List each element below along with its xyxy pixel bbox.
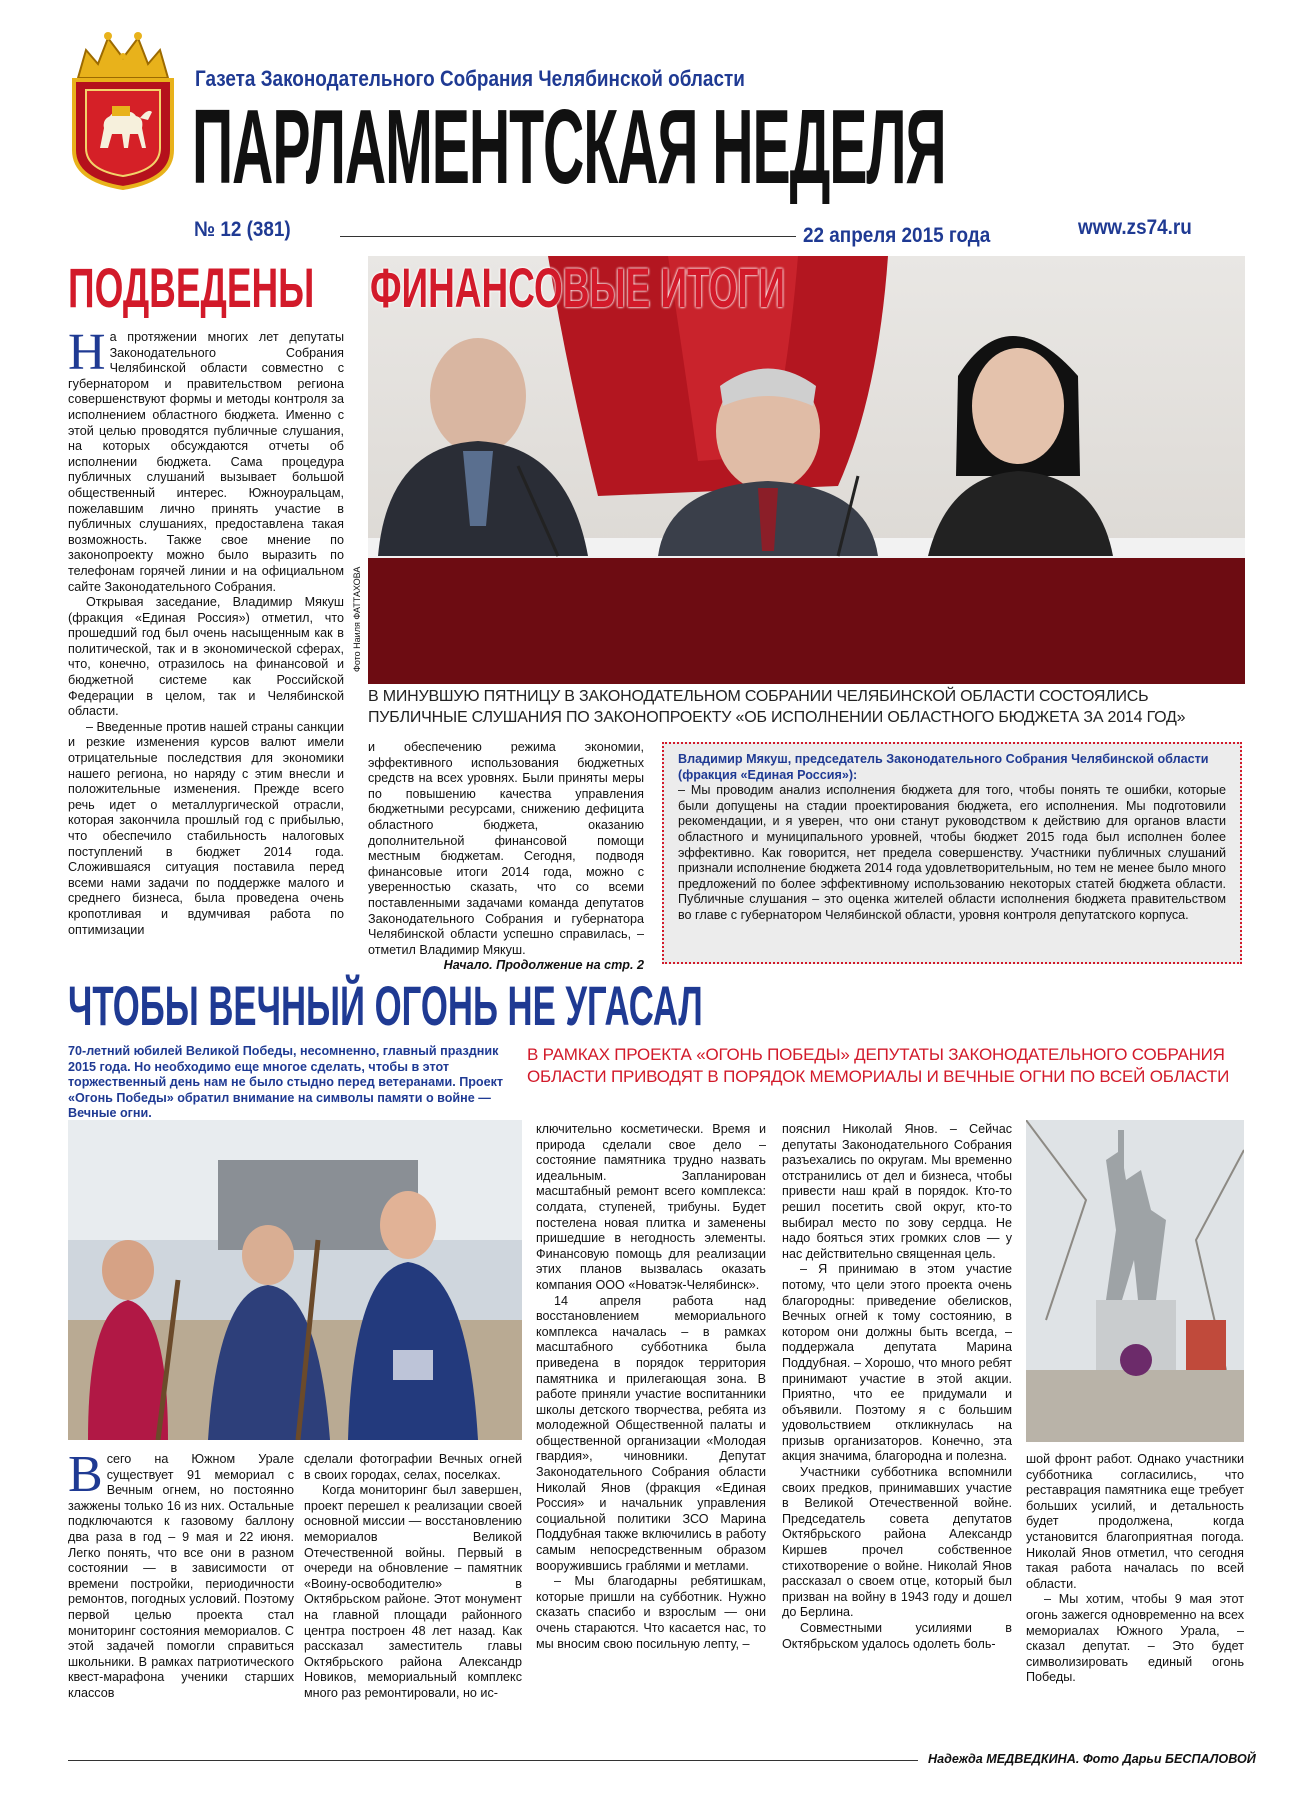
article1-continued: Начало. Продолжение на стр. 2 [443, 958, 644, 973]
article2-column-1 [68, 1446, 294, 1702]
article1-column-1 [68, 324, 344, 938]
coat-of-arms-logo [68, 20, 178, 190]
article2-photo-monument [1026, 1120, 1244, 1442]
article2-paragraph: 14 апреля работа над восстановлением мемориального комплекса началась – в рамках масштабного субботника была приведена в порядок территория памятника и прилегающая зона. В работе приняли участие воспитанники школы детского творчества, ребята из молодежной Общественной палаты и общественной организации «Молодая гвардия», чиновники. Депутат Законодательного Собрания области Николай Янов (фракция «Единая Россия» и начальник управления социальной политики ЗСО Марина Поддубная также включились в работу самым непосредственным образом вооружившись граблями и метлами. [536, 1293, 766, 1573]
article1-photo-caption: В МИНУВШУЮ ПЯТНИЦУ В ЗАКОНОДАТЕЛЬНОМ СОБРАНИИ ЧЕЛЯБИНСКОЙ ОБЛАСТИ СОСТОЯЛИСЬ ПУБЛИЧНЫЕ СЛУШАНИЯ ПО ЗАКОНОПРОЕКТУ «ОБ ИСПОЛНЕНИИ ОБЛАСТНОГО БЮДЖЕТА ЗА 2014 ГОД» [368, 688, 1186, 726]
article1-headline-red: ПОДВЕДЕНЫ [68, 256, 315, 319]
article2-paragraph: сего на Южном Урале существует 91 мемориал с Вечным огнем, но постоянно зажжены только 16 из них. Остальные подключаются к газовому баллону два раза в год – 9 мая и 22 июня. Легко понять, что все они в разном состоянии — в зависимости от времени постройки, периодичности ремонтов, погодных условий. Поэтому первой целью проекта стал мониторинг состояния мемориалов. С этой задачей помогли справиться школьники. В рамках патриотического квест-марафона ученики старших классов [68, 1452, 294, 1700]
byline-rule [68, 1760, 918, 1761]
photo-credit: Фото Наиля ФАТТАХОВА [352, 566, 362, 672]
article2-headline: ЧТОБЫ ВЕЧНЫЙ ОГОНЬ НЕ УГАСАЛ [68, 974, 703, 1037]
article2-column-5 [1026, 1452, 1244, 1686]
article1-column-2 [368, 740, 644, 974]
article2-paragraph: – Мы благодарны ребятишкам, которые пришли на субботник. Нужно сказать спасибо и взрослым — они очень стараются. Что касается нас, то мы вносим свою посильную лепту, – [536, 1574, 766, 1651]
issue-date: 22 апреля 2015 года [803, 224, 991, 247]
article1-paragraph: – Введенные против нашей страны санкции и резкие изменения курсов валют имели отрицательные последствия для экономики нашего региона, но наряду с этим внесли и положительные изменения. Прежде всего речь идет о металлургической отрасли, которая закончила прошлый год с прибылью, что обеспечило стабильность налоговых поступлений в бюджет 2014 года. Сложившаяся ситуация поставила перед всеми нами задачи по поддержке малого и среднего бизнеса, была проведена очень кропотливая и вдумчивая работа по оптимизации [68, 719, 344, 937]
article2-paragraph: Когда мониторинг был завершен, проект перешел к реализации своей основной миссии — восстановлению мемориалов Великой Отечественной войны. Первый в очереди на обновление – памятник «Воину-освободителю» в Октябрьском районе. Этот монумент на главной площади районного центра построен 48 лет назад. Как рассказал заместитель главы Октябрьского района Александр Новиков, мемориальный комплекс много раз ремонтировали, но ис- [304, 1483, 522, 1700]
article2-paragraph: Участники субботника вспомнили своих предков, принимавших участие в Великой Отечественной войне. Председатель совета депутатов Октябрьского района Александр Киршев прочел собственное стихотворение о войне. Николай Янов рассказал о своем отце, который был призван на войну в 1943 году и дошел до Берлина. [782, 1465, 1012, 1620]
quote-box [662, 742, 1242, 964]
article1-headline-white: ФИНАНСОВЫЕ ИТОГИ [370, 256, 785, 319]
article2-column-4 [782, 1122, 1012, 1652]
article2-photo-volunteers [68, 1120, 522, 1440]
article2-paragraph: – Мы хотим, чтобы 9 мая этот огонь зажегся одновременно на всех мемориалах Южного Урала, – сказал депутат. – Это будет символизировать единый огонь Победы. [1026, 1592, 1244, 1685]
article2-byline: Надежда МЕДВЕДКИНА. Фото Дарьи БЕСПАЛОВОЙ [928, 1752, 1256, 1766]
newspaper-subtitle: Газета Законодательного Собрания Челябинской области [195, 66, 745, 91]
article2-caption: В РАМКАХ ПРОЕКТА «ОГОНЬ ПОБЕДЫ» ДЕПУТАТЫ ЗАКОНОДАТЕЛЬНОГО СОБРАНИЯ ОБЛАСТИ ПРИВОДЯТ В ПОРЯДОК МЕМОРИАЛЫ И ВЕЧНЫЕ ОГНИ ПО ВСЕЙ ОБЛАСТИ [527, 1045, 1230, 1086]
article2-paragraph: сделали фотографии Вечных огней в своих городах, селах, поселках. [304, 1452, 522, 1482]
article2-paragraph: пояснил Николай Янов. – Сейчас депутаты Законодательного Собрания разъехались по округам. Мы временно отстранились от дел и бизнеса, чтобы привести наш край в порядок. Кто-то решил посетить свой округ, кто-то выбирал место по зову сердца. Не надо бояться этих громких слов — у нас действительно священная цель. [782, 1122, 1012, 1261]
article1-photo [368, 256, 1245, 684]
dropcap: Н [68, 324, 106, 381]
website-link[interactable]: www.zs74.ru [1078, 216, 1192, 239]
quote-text: – Мы проводим анализ исполнения бюджета для того, чтобы понять те ошибки, которые были допущены на стадии проектирования бюджета, его исполнения. Мы подготовили рекомендации, и я уверен, что они станут руководством к действию для органов власти областного и муниципального уровней, чтобы бюджет 2015 года был исполнен более эффективно. Как говорится, нет предела совершенству. Участники публичных слушаний признали исполнение бюджета 2014 года удовлетворительным, но тем не менее было много предложений по более эффективному использованию некоторых статей бюджета области. Публичные слушания – это оценка жителей области исполнения бюджета правительством во главе с губернатором Челябинской области, уровня контроля депутатского корпуса. [678, 783, 1226, 922]
article2-paragraph: ключительно косметически. Время и природа сделали свое дело – состояние памятника трудно назвать идеальным. Запланирован масштабный ремонт всего комплекса: солдата, ступеней, трибуны. Будет постелена новая плитка и заменены пришедшие в негодность элементы. Финансовую помощь для реализации этих планов вызвалась оказать компания ООО «Новатэк-Челябинск». [536, 1122, 766, 1292]
article2-paragraph: Совместными усилиями в Октябрьском удалось одолеть боль- [782, 1621, 1012, 1651]
article2-column-3 [536, 1122, 766, 1652]
article1-paragraph: и обеспечению режима экономии, эффективного использования бюджетных средств на всех уровнях. Были приняты меры по повышению качества управления бюджетными ресурсами, снижению дефицита областного бюджета, оказанию дополнительной финансовой помощи местным бюджетам. Сегодня, подводя финансовые итоги 2014 года, можно с уверенностью сказать, что со всеми поставленными задачами команда депутатов Законодательного Собрания и губернатора Челябинской области успешно справилась, – отметил Владимир Мякуш. [368, 740, 644, 957]
quote-author: Владимир Мякуш, председатель Законодательного Собрания Челябинской области (фракция «Единая Россия»): [678, 752, 1209, 782]
article1-paragraph: а протяжении многих лет депутаты Законодательного Собрания Челябинской области совместно с губернатором и правительством региона совершенствуют формы и методы контроля за исполнением областного бюджета. Именно с этой целью проводятся публичные слушания, на которых обсуждаются отчеты об исполнении бюджета. Сама процедура публичных слушаний вызывает большой общественный интерес. Южноуральцам, пожелавшим лично принять участие в публичных слушаниях, предоставлена такая возможность. Также свое мнение по законопроекту можно было выразить по телефонам горячей линии и на официальном сайте Законодательного Собрания. [68, 330, 344, 594]
masthead-rule [340, 236, 796, 237]
dropcap: В [68, 1446, 103, 1503]
article2-column-2 [304, 1452, 522, 1702]
newspaper-title: ПАРЛАМЕНТСКАЯ НЕДЕЛЯ [192, 88, 946, 206]
article2-paragraph: шой фронт работ. Однако участники субботника согласились, что реставрация памятника еще требует больших усилий, и детальность будет продолжена, когда установится благоприятная погода. Николай Янов отметил, что сегодня такая работа началась по всей области. [1026, 1452, 1244, 1591]
issue-number: № 12 (381) [194, 218, 291, 241]
article2-paragraph: – Я принимаю в этом участие потому, что цели этого проекта очень благородны: приведение обелисков, Вечных огней к тому состоянию, в котором они должны быть всегда, – поддержала депутата Марина Поддубная. – Хорошо, что много ребят принимают участие в этой акции. Приятно, что ее придумали и объявили. Поэтому я с большим удовольствием откликнулась на призыв организаторов. Конечно, эта акция значима, благородна и полезна. [782, 1262, 1012, 1464]
article2-lead: 70-летний юбилей Великой Победы, несомненно, главный праздник 2015 года. Но необходимо еще многое сделать, чтобы в этот торжественный день нам не было стыдно перед ветеранами. Проект «Огонь Победы» обратил внимание на символы памяти о войне — Вечные огни. [68, 1044, 504, 1121]
article1-paragraph: Открывая заседание, Владимир Мякуш (фракция «Единая Россия») отметил, что прошедший год был очень насыщенным как в политической, так и в экономической сферах, что, конечно, отразилось на финансовой и бюджетной системе как Российской Федерации в целом, так и Челябинской области. [68, 595, 344, 719]
